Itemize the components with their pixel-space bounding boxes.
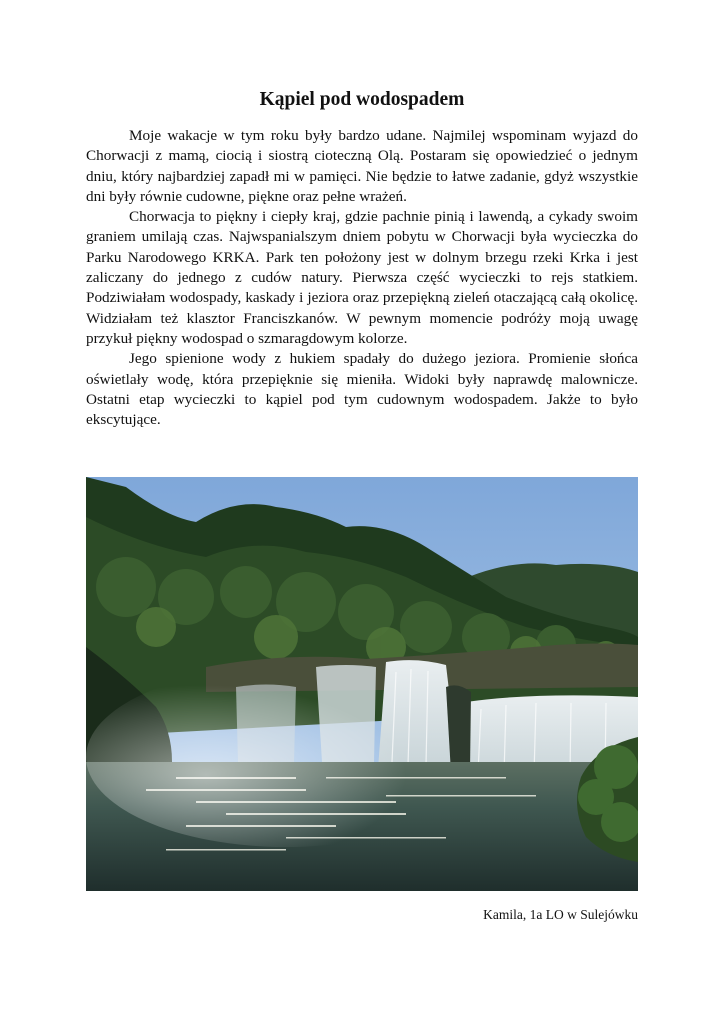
paragraph-2: Chorwacja to piękny i ciepły kraj, gdzie pachnie pinią i lawendą, a cykady swoim graniem umilają czas. Najwspanialszym dniem pobytu w Chorwacji była wycieczka do Parku Narodowego KRKA. Park ten położony jest w dolnym brzegu rzeki Krka i jest zaliczany do jednego z cudów natury. Pierwsza część wycieczki to rejs statkiem. Podziwiałam wodospady, kaskady i jeziora oraz przepiękną zieleń otaczającą całą okolicę. Widziałam też klasztor Franciszkanów. W pewnym momencie podróży moją uwagę przykuł piękny wodospad o szmaragdowym kolorze. [86,208,638,347]
waterfall-photo [86,477,638,891]
paragraph-1: Moje wakacje w tym roku były bardzo udane. Najmilej wspominam wyjazd do Chorwacji z mamą, ciocią i siostrą cioteczną Olą. Postaram się opowiedzieć o jednym dniu, który najbardziej zapadł mi w pamięci. Nie będzie to łatwe zadanie, gdyż wszystkie dni były równie cudowne, piękne oraz pełne wrażeń. [86,127,638,205]
waterfall-illustration [86,477,638,891]
document-title: Kąpiel pod wodospadem [259,89,465,110]
paragraph-3: Jego spienione wody z hukiem spadały do dużego jeziora. Promienie słońca oświetlały wodę, która przepięknie się mieniła. Widoki były naprawdę malownicze. Ostatni etap wycieczki to kąpiel pod tym cudownym wodospadem. Jakże to było ekscytujące. [86,350,638,429]
document-body [86,126,638,430]
author-signature: Kamila, 1a LO w Sulejówku [483,907,638,922]
